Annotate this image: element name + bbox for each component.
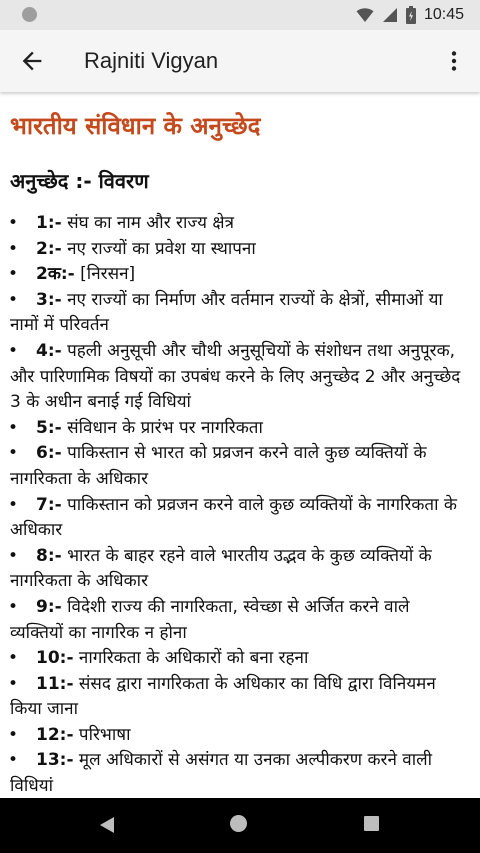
app-bar <box>0 30 480 92</box>
list-item <box>0 211 480 237</box>
cell-signal-icon <box>382 7 398 23</box>
article-list <box>0 211 480 798</box>
article-text: नए राज्यों का निर्माण और वर्तमान राज्यों के क्षेत्रों, सीमाओं या नामों में परिवर्तन <box>10 289 443 336</box>
article-number: 12:- <box>36 724 74 745</box>
bullet-icon: • <box>8 213 19 233</box>
article-text: मूल अधिकारों से असंगत या उनका अल्पीकरण करने वाली विधियां <box>10 750 433 797</box>
article-number: 13:- <box>36 750 74 771</box>
list-item <box>0 339 480 416</box>
list-item <box>0 748 480 798</box>
page-heading: भारतीय संविधान के अनुच्छेद <box>10 112 261 140</box>
article-text: पहली अनुसूची और चौथी अनुसूचियों के संशोधन तथा अनुपूरक, और पारिणामिक विषयों का उपबंध करने के लिए अनुच्छेद 2 और अनुच्छेद 3 के अधीन बनाई गई विधियां <box>10 340 461 413</box>
bullet-icon: • <box>8 545 19 566</box>
list-item <box>0 237 480 263</box>
article-number: 5:- <box>36 417 62 438</box>
list-item <box>0 493 480 544</box>
app-title: Rajniti Vigyan <box>84 48 219 73</box>
list-item <box>0 672 480 723</box>
bullet-icon: • <box>8 417 19 438</box>
nav-recent-icon[interactable] <box>364 816 379 831</box>
overflow-menu-button[interactable] <box>442 49 466 73</box>
notification-dot-icon <box>22 7 37 22</box>
wifi-icon <box>356 7 374 23</box>
article-text: संघ का नाम और राज्य क्षेत्र <box>61 213 234 233</box>
bullet-icon: • <box>8 494 19 515</box>
more-vert-icon <box>442 49 466 73</box>
article-text: संसद द्वारा नागरिकता के अधिकार का विधि द्वारा विनियमन किया जाना <box>10 673 436 720</box>
list-item <box>0 595 480 646</box>
list-item <box>0 544 480 595</box>
status-time: 10:45 <box>423 6 464 23</box>
list-item <box>0 262 480 288</box>
bullet-icon: • <box>8 724 19 745</box>
article-text: विदेशी राज्य की नागरिकता, स्वेच्छा से अर्जित करने वाले व्यक्तियों का नागरिक न होना <box>10 596 410 643</box>
bullet-icon: • <box>8 673 19 694</box>
article-text: नागरिकता के अधिकारों को बना रहना <box>73 648 309 669</box>
article-number: 6:- <box>36 443 62 464</box>
bullet-icon: • <box>8 289 19 310</box>
list-item <box>0 723 480 749</box>
article-number: 9:- <box>36 596 62 617</box>
article-number: 7:- <box>36 494 62 515</box>
article-text: भारत के बाहर रहने वाले भारतीय उद्भव के कुछ व्यक्तियों के नागरिकता के अधिकार <box>10 545 432 592</box>
battery-icon <box>406 6 416 24</box>
article-content[interactable] <box>0 92 480 798</box>
article-number: 2:- <box>36 238 62 259</box>
system-navigation-bar <box>0 798 480 853</box>
bullet-icon: • <box>8 264 19 285</box>
list-item <box>0 288 480 339</box>
article-number: 4:- <box>36 340 62 361</box>
article-text: पाकिस्तान से भारत को प्रव्रजन करने वाले कुछ व्यक्तियों के नागरिकता के अधिकार <box>10 443 427 489</box>
article-text: नए राज्यों का प्रवेश या स्थापना <box>61 238 256 259</box>
bullet-icon: • <box>8 750 19 771</box>
article-number: 11:- <box>36 673 74 694</box>
bullet-icon: • <box>8 340 19 361</box>
article-number: 8:- <box>36 545 62 566</box>
bullet-icon: • <box>8 648 19 669</box>
section-subheading: अनुच्छेद :- विवरण <box>10 169 149 193</box>
list-item <box>0 441 480 492</box>
back-arrow-icon <box>18 47 46 75</box>
list-item <box>0 646 480 672</box>
bullet-icon: • <box>8 443 19 464</box>
article-text: [निरसन] <box>74 264 136 285</box>
article-number: 10:- <box>36 648 74 669</box>
article-number: 1:- <box>36 213 62 233</box>
article-text: पाकिस्तान को प्रव्रजन करने वाले कुछ व्यक्तियों के नागरिकता के अधिकार <box>10 494 457 541</box>
back-button[interactable] <box>18 47 46 75</box>
article-number: 3:- <box>36 289 62 310</box>
bullet-icon: • <box>8 596 19 617</box>
nav-back-icon[interactable] <box>99 816 115 834</box>
bullet-icon: • <box>8 238 19 259</box>
article-text: परिभाषा <box>73 724 131 745</box>
status-bar <box>0 0 480 30</box>
list-item <box>0 416 480 442</box>
article-number: 2क:- <box>36 264 75 285</box>
article-text: संविधान के प्रारंभ पर नागरिकता <box>61 417 263 438</box>
nav-home-icon[interactable] <box>230 815 247 832</box>
